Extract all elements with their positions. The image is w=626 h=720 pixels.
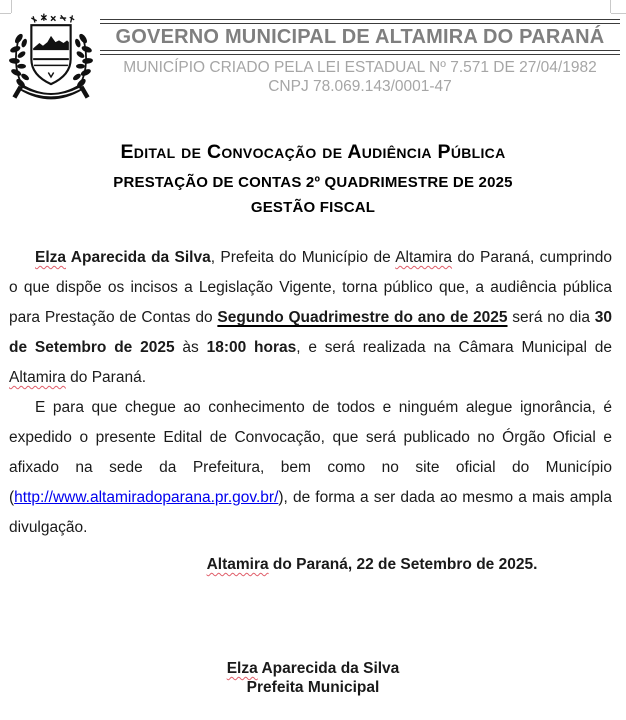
doc-subtitle-quadrimestre: PRESTAÇÃO DE CONTAS 2º QUADRIMESTRE DE 2025 — [113, 174, 513, 191]
text-segment: E para que chegue ao conhecimento de todos e ninguém alegue ignorância, é expedido o presente Edital de Convocação, que será publicado no Órgão Oficial e afixado na sede da Prefeitura, bem como no site oficial do Município ( — [9, 399, 612, 506]
coat-of-arms-icon — [6, 10, 96, 115]
altamira-word: Altamira — [206, 556, 269, 573]
altamira-word: Altamira — [9, 369, 66, 386]
text-segment: será no dia — [507, 309, 595, 326]
text-segment: do Paraná, cumprindo o que dispõe os incisos a Legislação Vigente, torna público que, a audiência pública para Prestação de Contas do — [9, 249, 612, 326]
body-paragraph-1 — [9, 243, 612, 393]
signer-first-name: Elza — [226, 660, 258, 677]
municipality-website-link[interactable]: http://www.altamiradoparana.pr.gov.br/ — [14, 489, 279, 506]
text-segment: às — [174, 339, 207, 356]
text-segment: ), de forma a ser dada ao mesmo a mais ampla divulgação. — [9, 489, 612, 536]
org-law-line: MUNICÍPIO CRIADO PELA LEI ESTADUAL Nº 7.571 DE 27/04/1982 — [123, 59, 597, 76]
org-title: GOVERNO MUNICIPAL DE ALTAMIRA DO PARANÁ — [115, 26, 605, 48]
dateline-rest: do Paraná, 22 de Setembro de 2025. — [268, 556, 538, 573]
text-segment: , e será realizada na Câmara Municipal de — [296, 339, 612, 356]
org-cnpj-line: CNPJ 78.069.143/0001-47 — [268, 78, 452, 95]
body-paragraph-2 — [9, 393, 612, 543]
prefeita-name-rest: Aparecida da Silva — [66, 249, 211, 266]
signature-name — [0, 659, 626, 678]
signature-role: Prefeita Municipal — [246, 679, 380, 696]
doc-subtitle-gestao-fiscal: GESTÃO FISCAL — [250, 199, 376, 216]
double-rule-bottom — [100, 50, 620, 55]
document-body — [9, 243, 612, 543]
hearing-time: 18:00 horas — [206, 339, 297, 356]
letterhead-text — [100, 10, 620, 96]
text-segment: , Prefeita do Município de — [210, 249, 396, 266]
text-segment: do Paraná. — [65, 369, 147, 386]
altamira-word: Altamira — [395, 249, 453, 266]
hearing-date: 30 de Setembro de 2025 — [9, 309, 612, 356]
doc-title: Edital de Convocação de Audiência Pública — [120, 141, 506, 163]
dateline — [0, 556, 626, 574]
signer-name-rest: Aparecida da Silva — [257, 660, 400, 677]
signature-block — [0, 659, 626, 697]
letterhead — [6, 10, 620, 115]
quadrimestre-emphasis: Segundo Quadrimestre do ano de 2025 — [217, 309, 508, 326]
prefeita-first-name: Elza — [35, 249, 67, 266]
